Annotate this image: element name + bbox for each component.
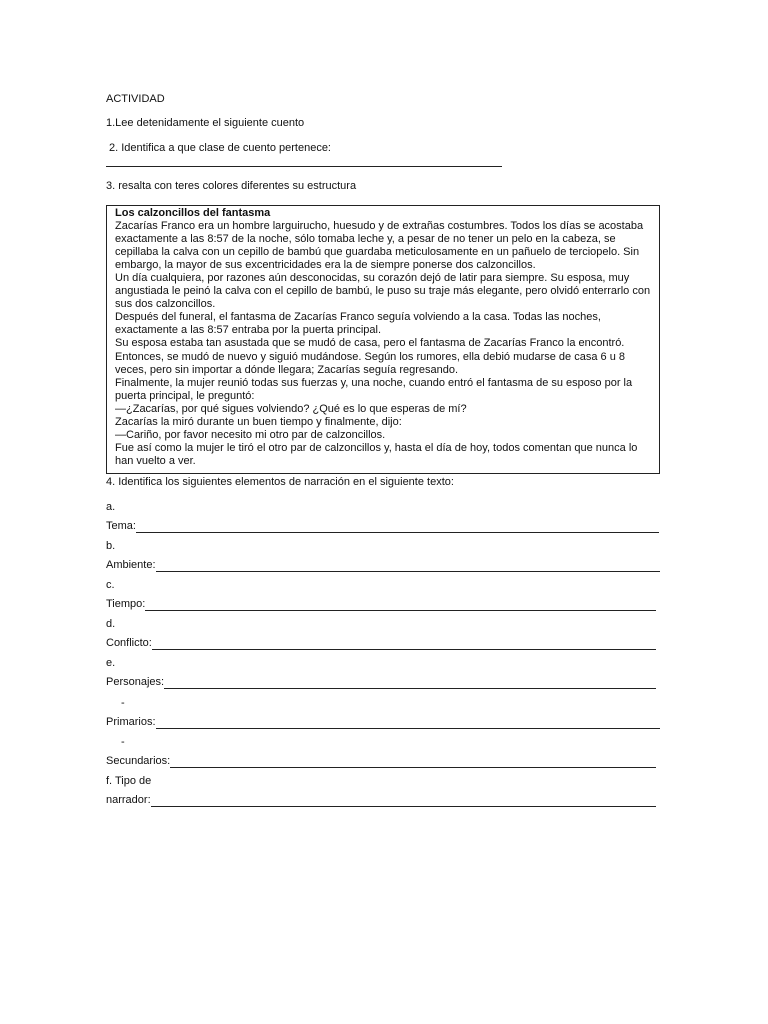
answer-line-story-type[interactable]	[106, 166, 502, 167]
field-letter: a.	[106, 501, 116, 513]
field-label: Secundarios:	[106, 755, 171, 767]
story-title: Los calzoncillos del fantasma	[115, 207, 271, 219]
field-conflicto	[106, 618, 656, 650]
field-letter: e.	[106, 657, 116, 669]
story-paragraph: Su esposa estaba tan asustada que se mudó de casa, pero el fantasma de Zacarías Franco la encontró. Entonces, se mudó de nuevo y siguió mudándose. Según los rumores, ella debió mudarse de casa 6 u 8 veces, pero sin importar a dónde llegara; Zacarías seguía regresando.	[115, 337, 625, 376]
answer-line-secundarios[interactable]	[170, 756, 656, 768]
field-ambiente	[106, 540, 660, 572]
answer-line-tiempo[interactable]	[145, 599, 656, 611]
answer-line-narrador[interactable]	[151, 795, 656, 807]
field-secundarios	[106, 736, 656, 768]
instruction-2: 2. Identifica a que clase de cuento pertenece:	[109, 142, 331, 154]
story-paragraph: —¿Zacarías, por qué sigues volviendo? ¿Qué es lo que esperas de mí?	[115, 402, 467, 415]
field-primarios	[106, 697, 660, 729]
instruction-4: 4. Identifica los siguientes elementos de narración en el siguiente texto:	[106, 476, 454, 488]
answer-line-personajes[interactable]	[164, 677, 656, 689]
field-label: narrador:	[106, 794, 151, 806]
story-paragraph: Un día cualquiera, por razones aún desconocidas, su corazón dejó de latir para siempre. Su esposa, muy angustiada le peinó la calva con el cepillo de bambú, le puso su traje más elegante, pero olvidó enterrarlo con sus dos calzoncillos.	[115, 272, 651, 311]
story-paragraph: Fue así como la mujer le tiró el otro par de calzoncillos y, hasta el día de hoy, todos comentan que nunca lo han vuelto a ver.	[115, 441, 638, 467]
field-label: Tiempo:	[106, 598, 146, 610]
instruction-3: 3. resalta con teres colores diferentes su estructura	[106, 180, 357, 192]
field-letter: f. Tipo de	[106, 775, 152, 787]
field-dash: -	[121, 697, 125, 709]
field-tiempo	[106, 579, 656, 611]
activity-title: ACTIVIDAD	[106, 93, 165, 105]
story-paragraph: —Cariño, por favor necesito mi otro par de calzoncillos.	[115, 428, 386, 441]
answer-line-primarios[interactable]	[156, 717, 660, 729]
answer-line-conflicto[interactable]	[152, 638, 656, 650]
field-label: Ambiente:	[106, 559, 156, 571]
story-box	[106, 205, 660, 474]
field-label: Conflicto:	[106, 637, 152, 649]
answer-line-ambiente[interactable]	[156, 560, 660, 572]
story-paragraph: Después del funeral, el fantasma de Zacarías Franco seguía volviendo a la casa. Todas las noches, exactamente a las 8:57 entraba por la puerta principal.	[115, 311, 601, 337]
story-paragraph: Zacarías la miró durante un buen tiempo y finalmente, dijo:	[115, 415, 402, 428]
field-label: Primarios:	[106, 716, 156, 728]
field-letter: c.	[106, 579, 115, 591]
field-personajes	[106, 657, 656, 689]
field-tema	[106, 501, 659, 533]
instruction-1: 1.Lee detenidamente el siguiente cuento	[106, 117, 305, 129]
story-paragraph: Zacarías Franco era un hombre larguirucho, huesudo y de extrañas costumbres. Todos los días se acostaba exactamente a las 8:57 de la noche, sólo tomaba leche y, a pesar de no tener un pelo en la cabeza, se cepillaba la calva con un cepillo de bambú que guardaba meticulosamente en un pañuelo de terciopelo. Sin embargo, la mayor de sus excentricidades era la de siempre ponerse dos calzoncillos.	[115, 220, 644, 272]
field-letter: d.	[106, 618, 116, 630]
field-letter: b.	[106, 540, 116, 552]
answer-line-tema[interactable]	[136, 521, 659, 533]
field-label: Tema:	[106, 520, 136, 532]
story-paragraph: Finalmente, la mujer reunió todas sus fuerzas y, una noche, cuando entró el fantasma de su esposo por la puerta principal, le preguntó:	[115, 376, 633, 402]
field-label: Personajes:	[106, 676, 165, 688]
field-dash: -	[121, 736, 125, 748]
field-narrador	[106, 775, 656, 807]
